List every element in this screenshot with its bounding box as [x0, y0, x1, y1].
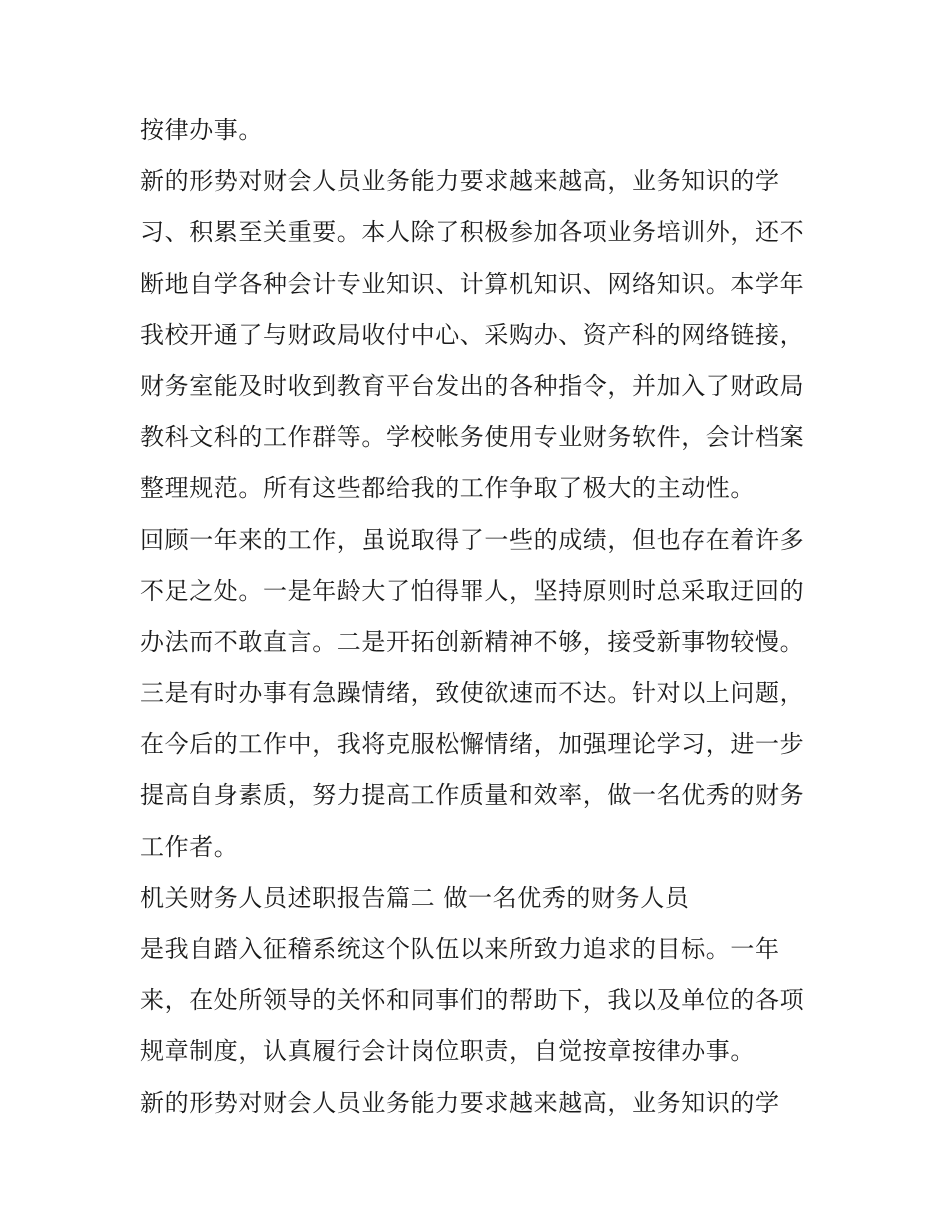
text-line: 整理规范。所有这些都给我的工作争取了极大的主动性。: [140, 474, 755, 503]
text-line: 我校开通了与财政局收付中心、采购办、资产科的网络链接，: [140, 320, 805, 349]
text-line: 习、积累至关重要。本人除了积极参加各项业务培训外，还不: [140, 218, 805, 247]
section-heading: 机关财务人员述职报告篇二 做一名优秀的财务人员: [140, 883, 690, 912]
text-line: 回顾一年来的工作，虽说取得了一些的成绩，但也存在着许多: [140, 525, 805, 554]
text-line: 新的形势对财会人员业务能力要求越来越高，业务知识的学: [140, 1088, 780, 1117]
text-line: 财务室能及时收到教育平台发出的各种指令，并加入了财政局: [140, 371, 805, 400]
text-line: 断地自学各种会计专业知识、计算机知识、网络知识。本学年: [140, 269, 805, 298]
text-line: 工作者。: [140, 832, 239, 861]
text-line: 新的形势对财会人员业务能力要求越来越高，业务知识的学: [140, 167, 780, 196]
text-line: 在今后的工作中，我将克服松懈情绪，加强理论学习，进一步: [140, 730, 805, 759]
document-body: [140, 108, 820, 1132]
text-line: 是我自踏入征稽系统这个队伍以来所致力追求的目标。一年: [140, 935, 780, 963]
text-line: 不足之处。一是年龄大了怕得罪人，坚持原则时总采取迂回的: [140, 576, 805, 605]
text-line: 提高自身素质，努力提高工作质量和效率，做一名优秀的财务: [140, 781, 805, 810]
text-line: 教科文科的工作群等。学校帐务使用专业财务软件，会计档案: [140, 423, 805, 452]
text-line: 三是有时办事有急躁情绪，致使欲速而不达。针对以上问题，: [140, 679, 805, 708]
text-line: 办法而不敢直言。二是开拓创新精神不够，接受新事物较慢。: [140, 627, 805, 656]
text-line: 按律办事。: [140, 116, 263, 144]
text-line: 来，在处所领导的关怀和同事们的帮助下，我以及单位的各项: [140, 986, 805, 1015]
text-line: 规章制度，认真履行会计岗位职责，自觉按章按律办事。: [140, 1037, 755, 1066]
